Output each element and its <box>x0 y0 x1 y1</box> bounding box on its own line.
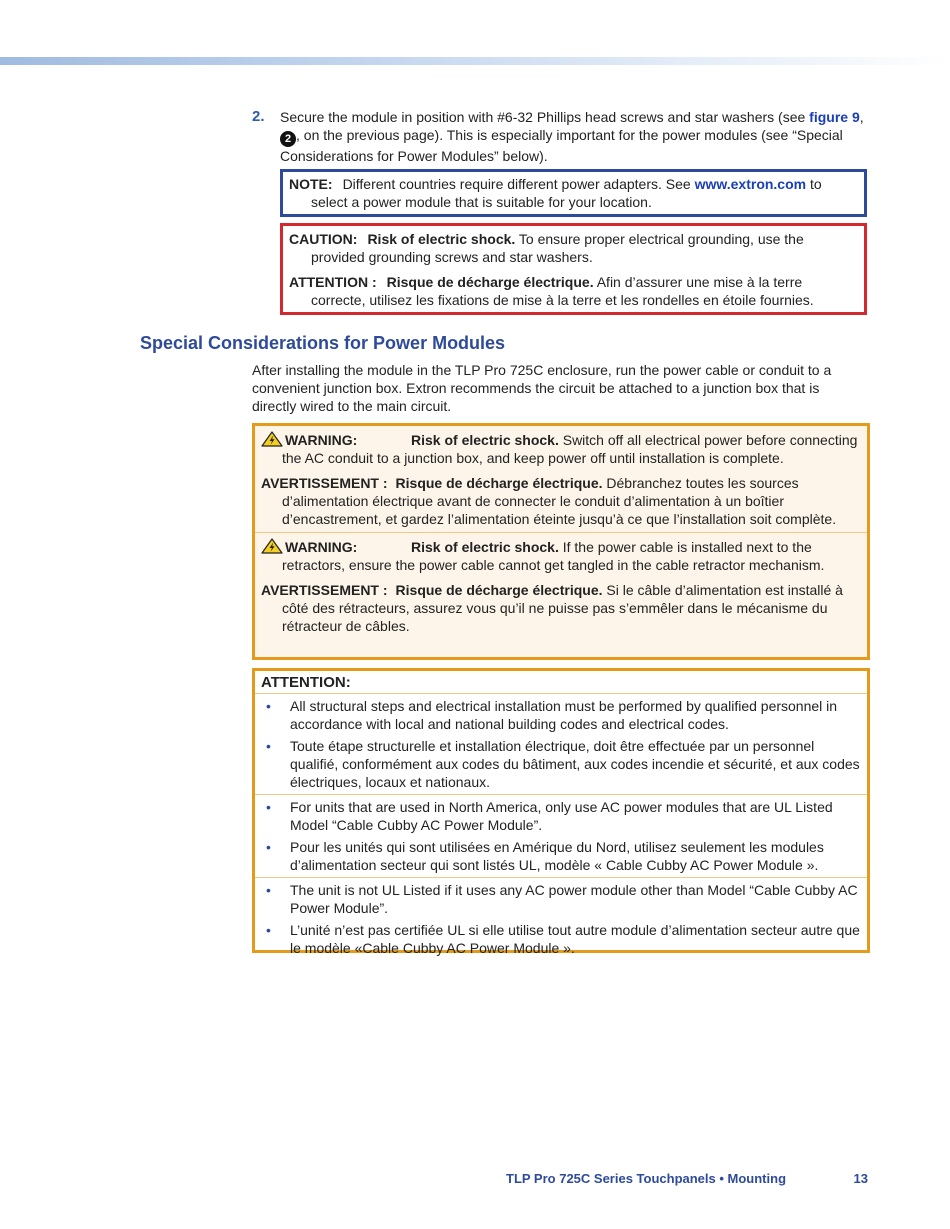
attention-group-2 <box>255 794 867 877</box>
warning-label: WARNING: <box>285 432 358 448</box>
note-box <box>280 169 867 217</box>
warning-section-2 <box>255 532 867 639</box>
list-item <box>261 737 861 791</box>
footer-title: TLP Pro 725C Series Touchpanels • Mounting <box>506 1171 787 1186</box>
bullet-icon: • <box>266 698 271 714</box>
attention-group-1 <box>255 694 867 794</box>
caution-text: To ensure proper electrical grounding, use the provided grounding screws and star washers. <box>311 231 804 265</box>
warning-text: Switch off all electrical power before connecting the AC conduit to a junction box, and keep power off until installation is complete. <box>282 432 858 466</box>
step-text-part-a: Secure the module in position with #6-32 Phillips head screws and star washers (see <box>280 109 810 125</box>
warning-english <box>261 431 861 467</box>
list-item-text: Pour les unités qui sont utilisées en Amérique du Nord, utilisez seulement les modules d’alimentation secteur qui sont listés UL, modèle « Cable Cubby AC Power Module ». <box>290 839 824 873</box>
list-item-text: The unit is not UL Listed if it uses any AC power module other than Model “Cable Cubby AC Power Module”. <box>290 882 858 916</box>
note-label: NOTE: <box>289 176 333 192</box>
list-item <box>261 838 861 874</box>
caution-bold: Risk of electric shock. <box>367 231 516 247</box>
avertissement-bold: Risque de décharge électrique. <box>395 582 603 598</box>
step-text <box>280 108 867 165</box>
warning-label: WARNING: <box>285 539 358 555</box>
avertissement-text: Débranchez toutes les sources d’alimentation électrique avant de connecter le conduit d’alimentation à un boîtier d’encastrement, et gardez l’alimentation éteinte jusqu’à ce que l’installation soit complète. <box>282 475 837 527</box>
section-heading: Special Considerations for Power Modules <box>140 333 506 353</box>
list-item-text: L’unité n’est pas certifiée UL si elle utilise tout autre module d’alimentation secteur autre que le modèle «Cable Cubby AC Power Module ». <box>290 922 860 956</box>
attention-group-3 <box>255 877 867 960</box>
avertissement-label: AVERTISSEMENT : <box>261 582 388 598</box>
step-text-separator: , <box>859 109 864 125</box>
step-2 <box>252 108 867 165</box>
avertissement-bold: Risque de décharge électrique. <box>395 475 603 491</box>
caution-box <box>280 223 867 315</box>
bullet-icon: • <box>266 882 271 898</box>
avertissement-french <box>261 581 861 635</box>
bullet-icon: • <box>266 738 271 754</box>
avertissement-label: AVERTISSEMENT : <box>261 475 388 491</box>
attention-text: Afin d’assurer une mise à la terre correcte, utilisez les fixations de mise à la terre et les rondelles en étoile fournies. <box>311 274 814 308</box>
electric-hazard-warning-icon <box>261 538 285 554</box>
bullet-icon: • <box>266 799 271 815</box>
warning-bold: Risk of electric shock. <box>411 539 559 555</box>
list-item <box>261 697 861 733</box>
attention-label: ATTENTION : <box>289 274 377 290</box>
note-text-part-a: Different countries require different power adapters. See <box>342 176 695 192</box>
avertissement-french <box>261 474 861 528</box>
list-item <box>261 921 861 957</box>
bullet-icon: • <box>266 839 271 855</box>
attention-title: ATTENTION: <box>255 671 867 694</box>
warning-text: If the power cable is installed next to the retractors, ensure the power cable cannot get tangled in the cable retractor mechanism. <box>282 539 825 573</box>
list-item-text: For units that are used in North America, only use AC power modules that are UL Listed Model “Cable Cubby AC Power Module”. <box>290 799 833 833</box>
warning-box <box>252 423 870 660</box>
step-text-part-b: , on the previous page). This is especially important for the power modules (see “Special Considerations for Power Modules” below). <box>280 127 843 164</box>
list-item <box>261 798 861 834</box>
bullet-icon: • <box>266 922 271 938</box>
list-item <box>261 881 861 917</box>
extron-website-link[interactable]: www.extron.com <box>694 176 807 192</box>
attention-bold: Risque de décharge électrique. <box>386 274 594 290</box>
list-item-text: All structural steps and electrical installation must be performed by qualified personnel in accordance with local and national building codes and electrical codes. <box>290 698 838 732</box>
attention-box <box>252 668 870 956</box>
header-gradient-band <box>0 57 950 65</box>
list-item-text: Toute étape structurelle et installation électrique, doit être effectuée par un personnel qualifié, conformément aux codes du bâtiment, aux codes incendie et sécurité, et aux codes électriques, locaux et nationaux. <box>290 738 860 790</box>
callout-number-icon: 2 <box>280 131 296 147</box>
caution-english <box>289 230 858 266</box>
page-footer <box>506 1171 868 1186</box>
caution-french <box>289 273 858 309</box>
avertissement-text: Si le câble d’alimentation est installé à côté des rétracteurs, assurez vous qu’il ne puisse pas s’emmêler dans le mécanisme du rétracteur de câbles. <box>282 582 843 634</box>
step-number: 2. <box>252 108 265 125</box>
electric-hazard-warning-icon <box>261 431 285 447</box>
page-number: 13 <box>853 1171 868 1186</box>
figure-9-link[interactable]: figure 9 <box>809 109 860 125</box>
caution-label: CAUTION: <box>289 231 358 247</box>
section-intro: After installing the module in the TLP Pro 725C enclosure, run the power cable or conduit to a convenient junction box. Extron recommends the circuit be attached to a junction box that is directly wired to the main circuit. <box>252 362 832 414</box>
warning-bold: Risk of electric shock. <box>411 432 559 448</box>
note-text <box>289 175 858 211</box>
note-text-part-b: to select a power module that is suitable for your location. <box>311 176 822 210</box>
warning-section-1 <box>255 426 867 532</box>
warning-english <box>261 538 861 574</box>
